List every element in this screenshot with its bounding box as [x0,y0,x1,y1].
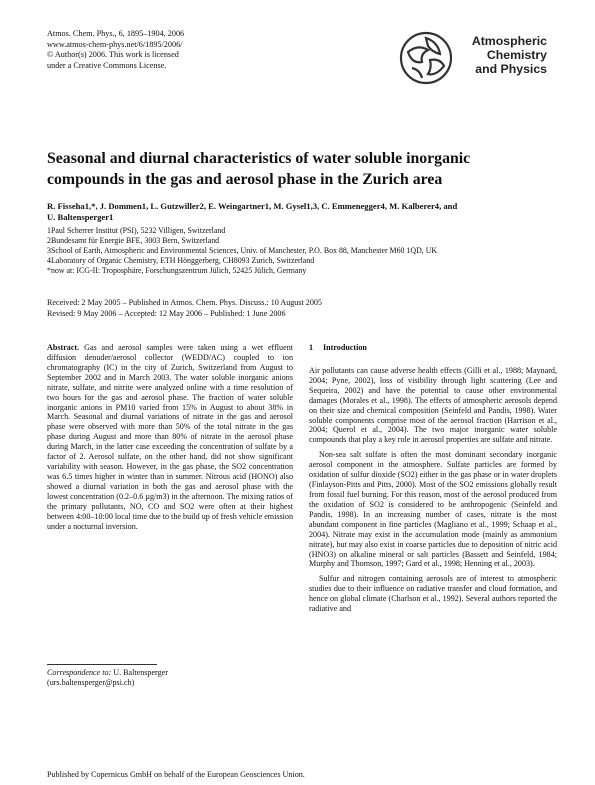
logo-line-1: Atmospheric [471,34,547,48]
title-line-1: Seasonal and diurnal characteristics of water soluble inorganic [47,150,471,167]
section-title: Introduction [323,343,367,352]
correspondence [47,668,168,689]
revised-date: Revised: 9 May 2006 – Accepted: 12 May 2006 – Published: 1 June 2006 [47,308,286,318]
affiliation-4: 4Laboratory of Organic Chemistry, ETH Hönggerberg, CH8093 Zurich, Switzerland [47,255,315,265]
logo-line-2: Chemistry [486,48,547,62]
license: under a Creative Commons License. [47,60,167,70]
introduction-section [309,343,557,614]
title-line-2: compounds in the gas and aerosol phase in the Zurich area [47,170,443,188]
affiliation-2: 2Bundesamt für Energie BFE, 3003 Bern, Switzerland [47,235,220,245]
section-heading [309,343,557,353]
correspondence-name: U. Baltensperger [113,668,168,677]
abstract-text: Gas and aerosol samples were taken using a wet effluent diffusion denuder/aerosol collector (WEDD/AC) coupled to ion chromatography (IC) in the city of Zurich, Switzerland from August to September 2002 and in March 2003. The water soluble inorganic anions nitrate, sulfate, and nitrite were analyzed online with a time resolution of two hours for the gas and aerosol phase. The fraction of water soluble inorganic anions in PM10 varied from 15% in August to about 38% in March. Seasonal and diurnal variations of nitrate in the gas and aerosol phase were observed with more than 50% of the total nitrate in the gas phase during August and more than 80% of nitrate in the aerosol phase during March, in the latter case exceeding the concentration of sulfate by a factor of 2. Aerosol sulfate, on the other hand, did not show significant variability with season. However, in the gas phase, the SO2 concentration was 6.5 times higher in winter than in summer. Nitrous acid (HONO) also showed a diurnal variation in both the gas and aerosol phase with the lowest concentration (0.2–0.6 µg/m3) in the afternoon. The mixing ratios of the primary pollutants, NO, CO and SO2 were often at their highest between 4:00–10:00 local time due to the build up of fresh vehicle emission under a nocturnal inversion. [47,343,293,531]
affiliation-current: *now at: ICG-II: Troposphäre, Forschungszentrum Jülich, 52425 Jülich, Germany [47,265,307,275]
affiliations [47,226,567,276]
authors-line-2: U. Baltensperger1 [47,211,114,222]
paper-title [47,149,557,190]
author-list [47,201,557,222]
correspondence-label: Correspondence to: [47,668,112,677]
abstract [47,343,293,532]
citation: Atmos. Chem. Phys., 6, 1895–1904, 2006 [47,29,185,38]
copyright: © Author(s) 2006. This work is licensed [47,50,179,60]
intro-paragraph-3: Sulfur and nitrogen containing aerosols are of interest to atmospheric studies due to their influence on radiative transfer and cloud formation, and hence on global climate (Charlson et al., 1992). Several authors reported the radiative and [309,574,557,614]
publication-dates [47,298,322,319]
journal-logo [398,36,548,92]
egu-globe-icon [398,30,454,86]
publisher-footer: Published by Copernicus GmbH on behalf of the European Geosciences Union. [47,770,305,779]
footnote-divider [47,664,157,665]
received-date: Received: 2 May 2005 – Published in Atmos. Chem. Phys. Discuss.: 10 August 2005 [47,298,322,307]
journal-header [47,29,184,71]
affiliation-1: 1Paul Scherrer Institut (PSI), 5232 Villigen, Switzerland [47,226,226,235]
intro-paragraph-1: Air pollutants can cause adverse health effects (Gilli et al., 1988; Maynard, 2004; Pyne, 2002), loss of visibility through light scattering (Lee and Sequeira, 2002) and have the potential to cause other environmental damages (Morales et al., 1998). The effects of atmospheric aerosols depend on their size and chemical composition (Seinfeld and Pandis, 1998). Water soluble components comprise most of the aerosol fraction (Harrison et al., 2004; Querol et al., 2004). The two major inorganic water soluble compounds that play a key role in aerosol properties are sulfate and nitrate. [309,365,557,445]
authors-line-1: R. Fisseha1,*, J. Dommen1, L. Gutzwiller2, E. Weingartner1, M. Gysel1,3, C. Emmenegger4, M. Kalberer4, and [47,201,458,211]
intro-paragraph-2: Non-sea salt sulfate is often the most dominant secondary inorganic aerosol component in the atmosphere. Sulfate particles are formed by oxidation of sulfur dioxide (SO2) either in the gas phase or in water droplets (Finlayson-Pitts and Pitts, 2000). Most of the SO2 emissions globally result from fossil fuel burning. For this reason, most of the aerosol produced from the oxidation of SO2 is considered to be anthropogenic (Seinfeld and Pandis, 1998). In an increasing number of cases, nitrate is the most abundant component in fine particles (Magliano et al., 1999; Schaap et al., 2004). Nitrate may exist in the accumulation mode (mainly as ammonium nitrate), but may also exist in coarse particles due to deposition of nitric acid (HNO3) on alkaline mineral or salt particles (Bassett and Seinfeld, 1984; Murphy and Thomson, 1997; Gard et al., 1998; Henning et al., 2003). [309,450,557,569]
section-number: 1 [309,343,314,352]
correspondence-email[interactable]: (urs.baltensperger@psi.ch) [47,678,135,688]
abstract-label: Abstract. [47,343,80,352]
logo-line-3: and Physics [475,62,547,76]
journal-url[interactable]: www.atmos-chem-phys.net/6/1895/2006/ [47,39,183,49]
affiliation-3: 3School of Earth, Atmospheric and Environmental Sciences, Univ. of Manchester, P.O. Box 88, Manchester M60 1QD, UK [47,245,438,255]
